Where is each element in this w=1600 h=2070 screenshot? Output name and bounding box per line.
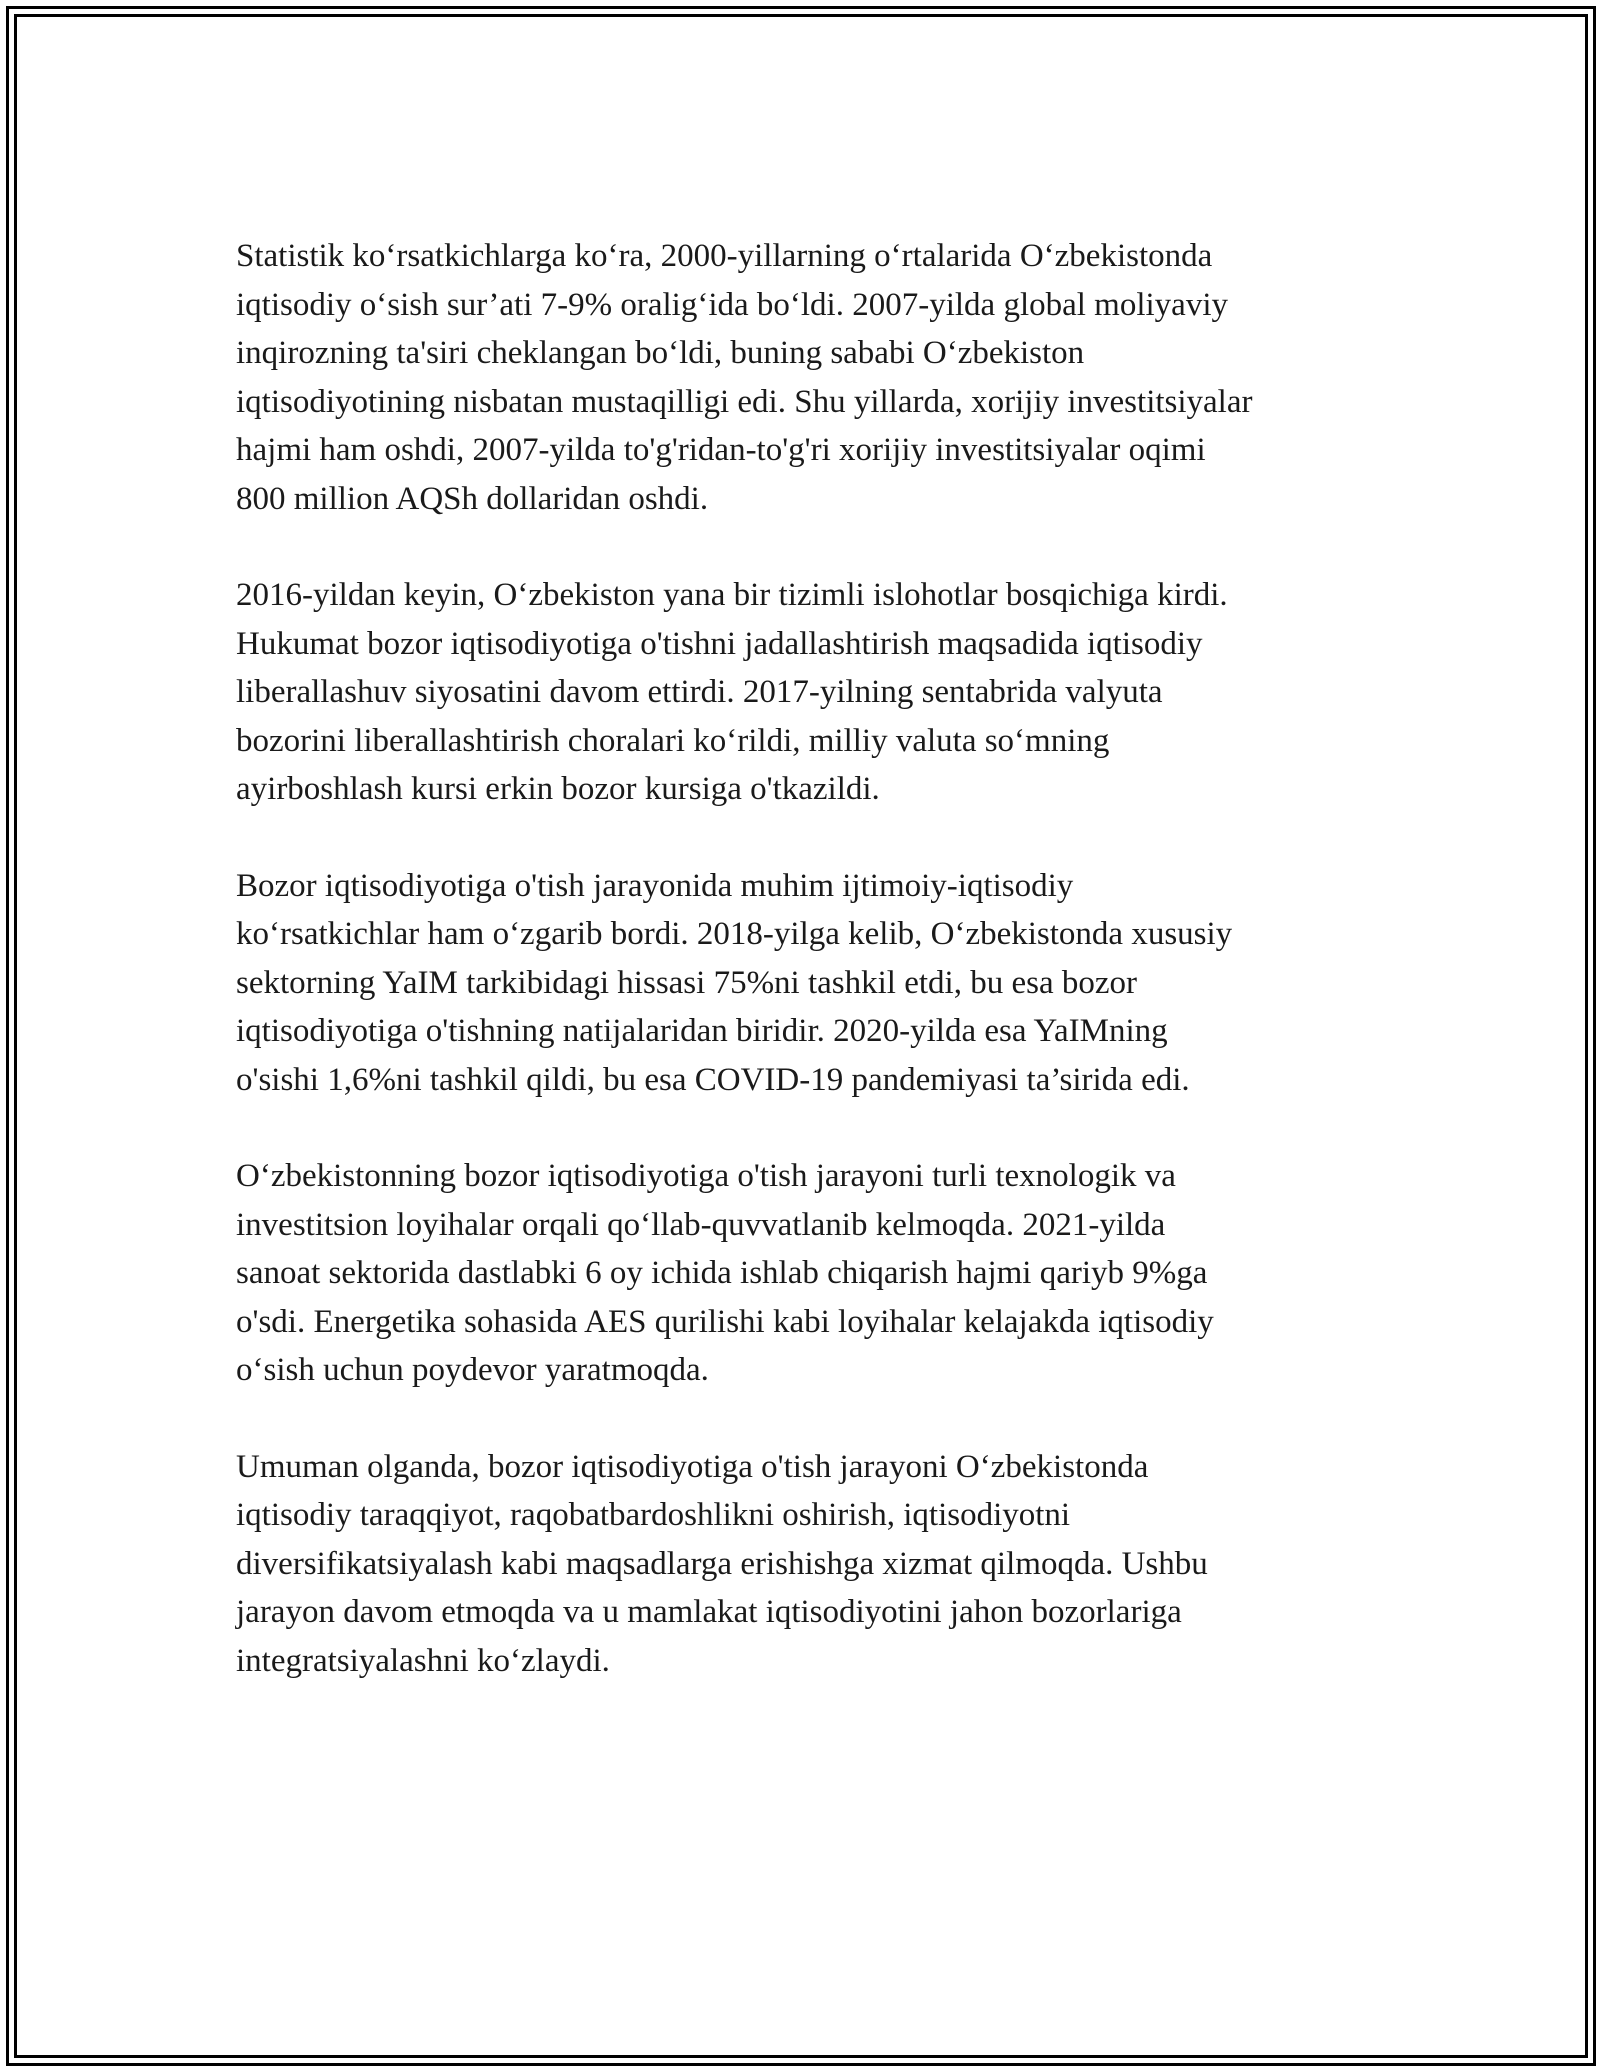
text-line: hajmi ham oshdi, 2007-yilda to'g'ridan-to'g'ri xorijiy investitsiyalar oqimi xyxy=(236,432,1206,468)
text-line: diversifikatsiyalash kabi maqsadlarga erishishga xizmat qilmoqda. Ushbu xyxy=(236,1545,1208,1582)
text-line: iqtisodiyotiga o'tishning natijalaridan biridir. 2020-yilda esa YaIMning xyxy=(236,1013,1168,1049)
text-line: 800 million AQSh dollaridan oshdi. xyxy=(236,480,709,517)
text-line: sanoat sektorida dastlabki 6 oy ichida ishlab chiqarish hajmi qariyb 9%ga xyxy=(236,1255,1208,1291)
text-line: O‘zbekistonning bozor iqtisodiyotiga o'tish jarayoni turli texnologik va xyxy=(236,1158,1176,1194)
paragraph-1 xyxy=(236,232,1386,523)
text-line: Umuman olganda, bozor iqtisodiyotiga o'tish jarayoni O‘zbekistonda xyxy=(236,1448,1149,1485)
text-line: ayirboshlash kursi erkin bozor kursiga o'tkazildi. xyxy=(236,771,880,807)
text-line: iqtisodiy taraqqiyot, raqobatbardoshlikni oshirish, iqtisodiyotni xyxy=(236,1497,1071,1533)
text-line: jarayon davom etmoqda va u mamlakat iqtisodiyotini jahon bozorlariga xyxy=(236,1594,1182,1630)
text-line: sektorning YaIM tarkibidagi hissasi 75%ni tashkil etdi, bu esa bozor xyxy=(236,964,1137,1001)
document-body xyxy=(236,232,1386,1733)
text-line: Statistik ko‘rsatkichlarga ko‘ra, 2000-yillarning o‘rtalarida O‘zbekistonda xyxy=(236,238,1213,274)
text-line: o'sishi 1,6%ni tashkil qildi, bu esa COVID-19 pandemiyasi ta’sirida edi. xyxy=(236,1061,1190,1098)
text-line: bozorini liberallashtirish choralari ko‘rildi, milliy valuta so‘mning xyxy=(236,722,1110,759)
paragraph-3 xyxy=(236,862,1386,1105)
text-line: o‘sish uchun poydevor yaratmoqda. xyxy=(236,1352,709,1388)
text-line: 2016-yildan keyin, O‘zbekiston yana bir tizimli islohotlar bosqichiga kirdi. xyxy=(236,577,1228,613)
text-line: iqtisodiy o‘sish sur’ati 7-9% oralig‘ida bo‘ldi. 2007-yilda global moliyaviy xyxy=(236,286,1228,323)
text-line: Hukumat bozor iqtisodiyotiga o'tishni jadallashtirish maqsadida iqtisodiy xyxy=(236,625,1203,662)
paragraph-5 xyxy=(236,1443,1386,1686)
paragraph-2 xyxy=(236,571,1386,814)
text-line: integratsiyalashni ko‘zlaydi. xyxy=(236,1642,610,1679)
text-line: ko‘rsatkichlar ham o‘zgarib bordi. 2018-yilga kelib, O‘zbekistonda xususiy xyxy=(236,916,1233,952)
paragraph-4 xyxy=(236,1152,1386,1395)
text-line: Bozor iqtisodiyotiga o'tish jarayonida muhim ijtimoiy-iqtisodiy xyxy=(236,867,1074,904)
text-line: iqtisodiyotining nisbatan mustaqilligi edi. Shu yillarda, xorijiy investitsiyalar xyxy=(236,383,1253,420)
text-line: o'sdi. Energetika sohasida AES qurilishi kabi loyihalar kelajakda iqtisodiy xyxy=(236,1303,1214,1340)
text-line: investitsion loyihalar orqali qo‘llab-quvvatlanib kelmoqda. 2021-yilda xyxy=(236,1206,1166,1243)
text-line: liberallashuv siyosatini davom ettirdi. 2017-yilning sentabrida valyuta xyxy=(236,674,1163,710)
text-line: inqirozning ta'siri cheklangan bo‘ldi, buning sababi O‘zbekiston xyxy=(236,335,1085,371)
